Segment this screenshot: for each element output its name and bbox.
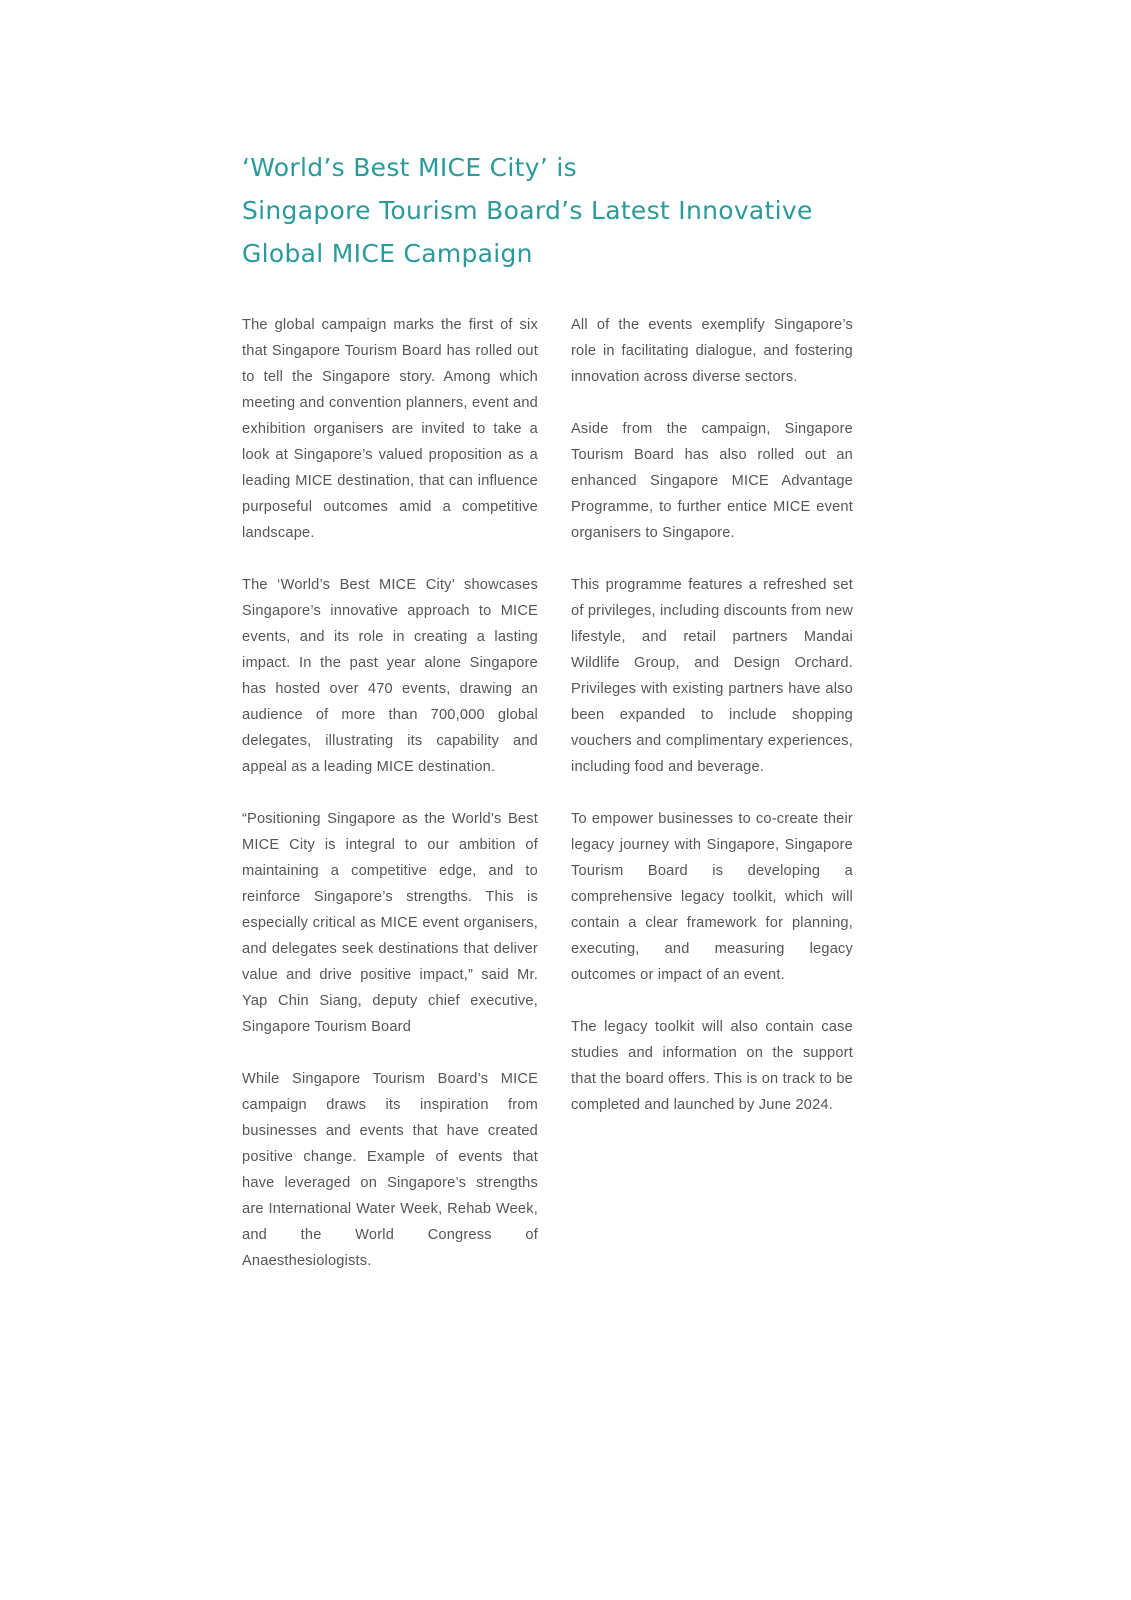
paragraph: The global campaign marks the first of six that Singapore Tourism Board has rolled out to tell the Singapore story. Among which meeting and convention planners, event and exhibition organisers are invited to take a look at Singapore’s valued proposition as a leading MICE destination, that can influence purposeful outcomes amid a competitive landscape. xyxy=(242,317,538,541)
title-line: ‘World’s Best MICE City’ is xyxy=(242,153,577,182)
paragraph: This programme features a refreshed set of privileges, including discounts from new lifestyle, and retail partners Mandai Wildlife Group, and Design Orchard. Privileges with existing partners have also been expanded to include shopping vouchers and complimentary experiences, including food and beverage. xyxy=(571,577,853,775)
paragraph: The legacy toolkit will also contain case studies and information on the support that the board offers. This is on track to be completed and launched by June 2024. xyxy=(571,1019,853,1113)
paragraph: While Singapore Tourism Board’s MICE campaign draws its inspiration from businesses and events that have created positive change. Example of events that have leveraged on Singapore’s strengths are International Water Week, Rehab Week, and the World Congress of Anaesthesiologists. xyxy=(242,1071,538,1269)
title-line: Global MICE Campaign xyxy=(242,239,533,268)
article-title xyxy=(242,146,882,275)
paragraph: All of the events exemplify Singapore’s role in facilitating dialogue, and fostering innovation across diverse sectors. xyxy=(571,317,853,385)
quote-paragraph: “Positioning Singapore as the World’s Best MICE City is integral to our ambition of maintaining a competitive edge, and to reinforce Singapore’s strengths. This is especially critical as MICE event organisers, and delegates seek destinations that deliver value and drive positive impact,” said Mr. Yap Chin Siang, deputy chief executive, Singapore Tourism Board xyxy=(242,811,538,1035)
paragraph: Aside from the campaign, Singapore Tourism Board has also rolled out an enhanced Singapore MICE Advantage Programme, to further entice MICE event organisers to Singapore. xyxy=(571,421,853,541)
left-column xyxy=(242,312,538,1300)
paragraph: To empower businesses to co-create their legacy journey with Singapore, Singapore Tourism Board is developing a comprehensive legacy toolkit, which will contain a clear framework for planning, executing, and measuring legacy outcomes or impact of an event. xyxy=(571,811,853,983)
title-line: Singapore Tourism Board’s Latest Innovative xyxy=(242,196,813,225)
right-column xyxy=(571,312,853,1144)
paragraph: The ‘World’s Best MICE City’ showcases Singapore’s innovative approach to MICE events, and its role in creating a lasting impact. In the past year alone Singapore has hosted over 470 events, drawing an audience of more than 700,000 global delegates, illustrating its capability and appeal as a leading MICE destination. xyxy=(242,577,538,775)
